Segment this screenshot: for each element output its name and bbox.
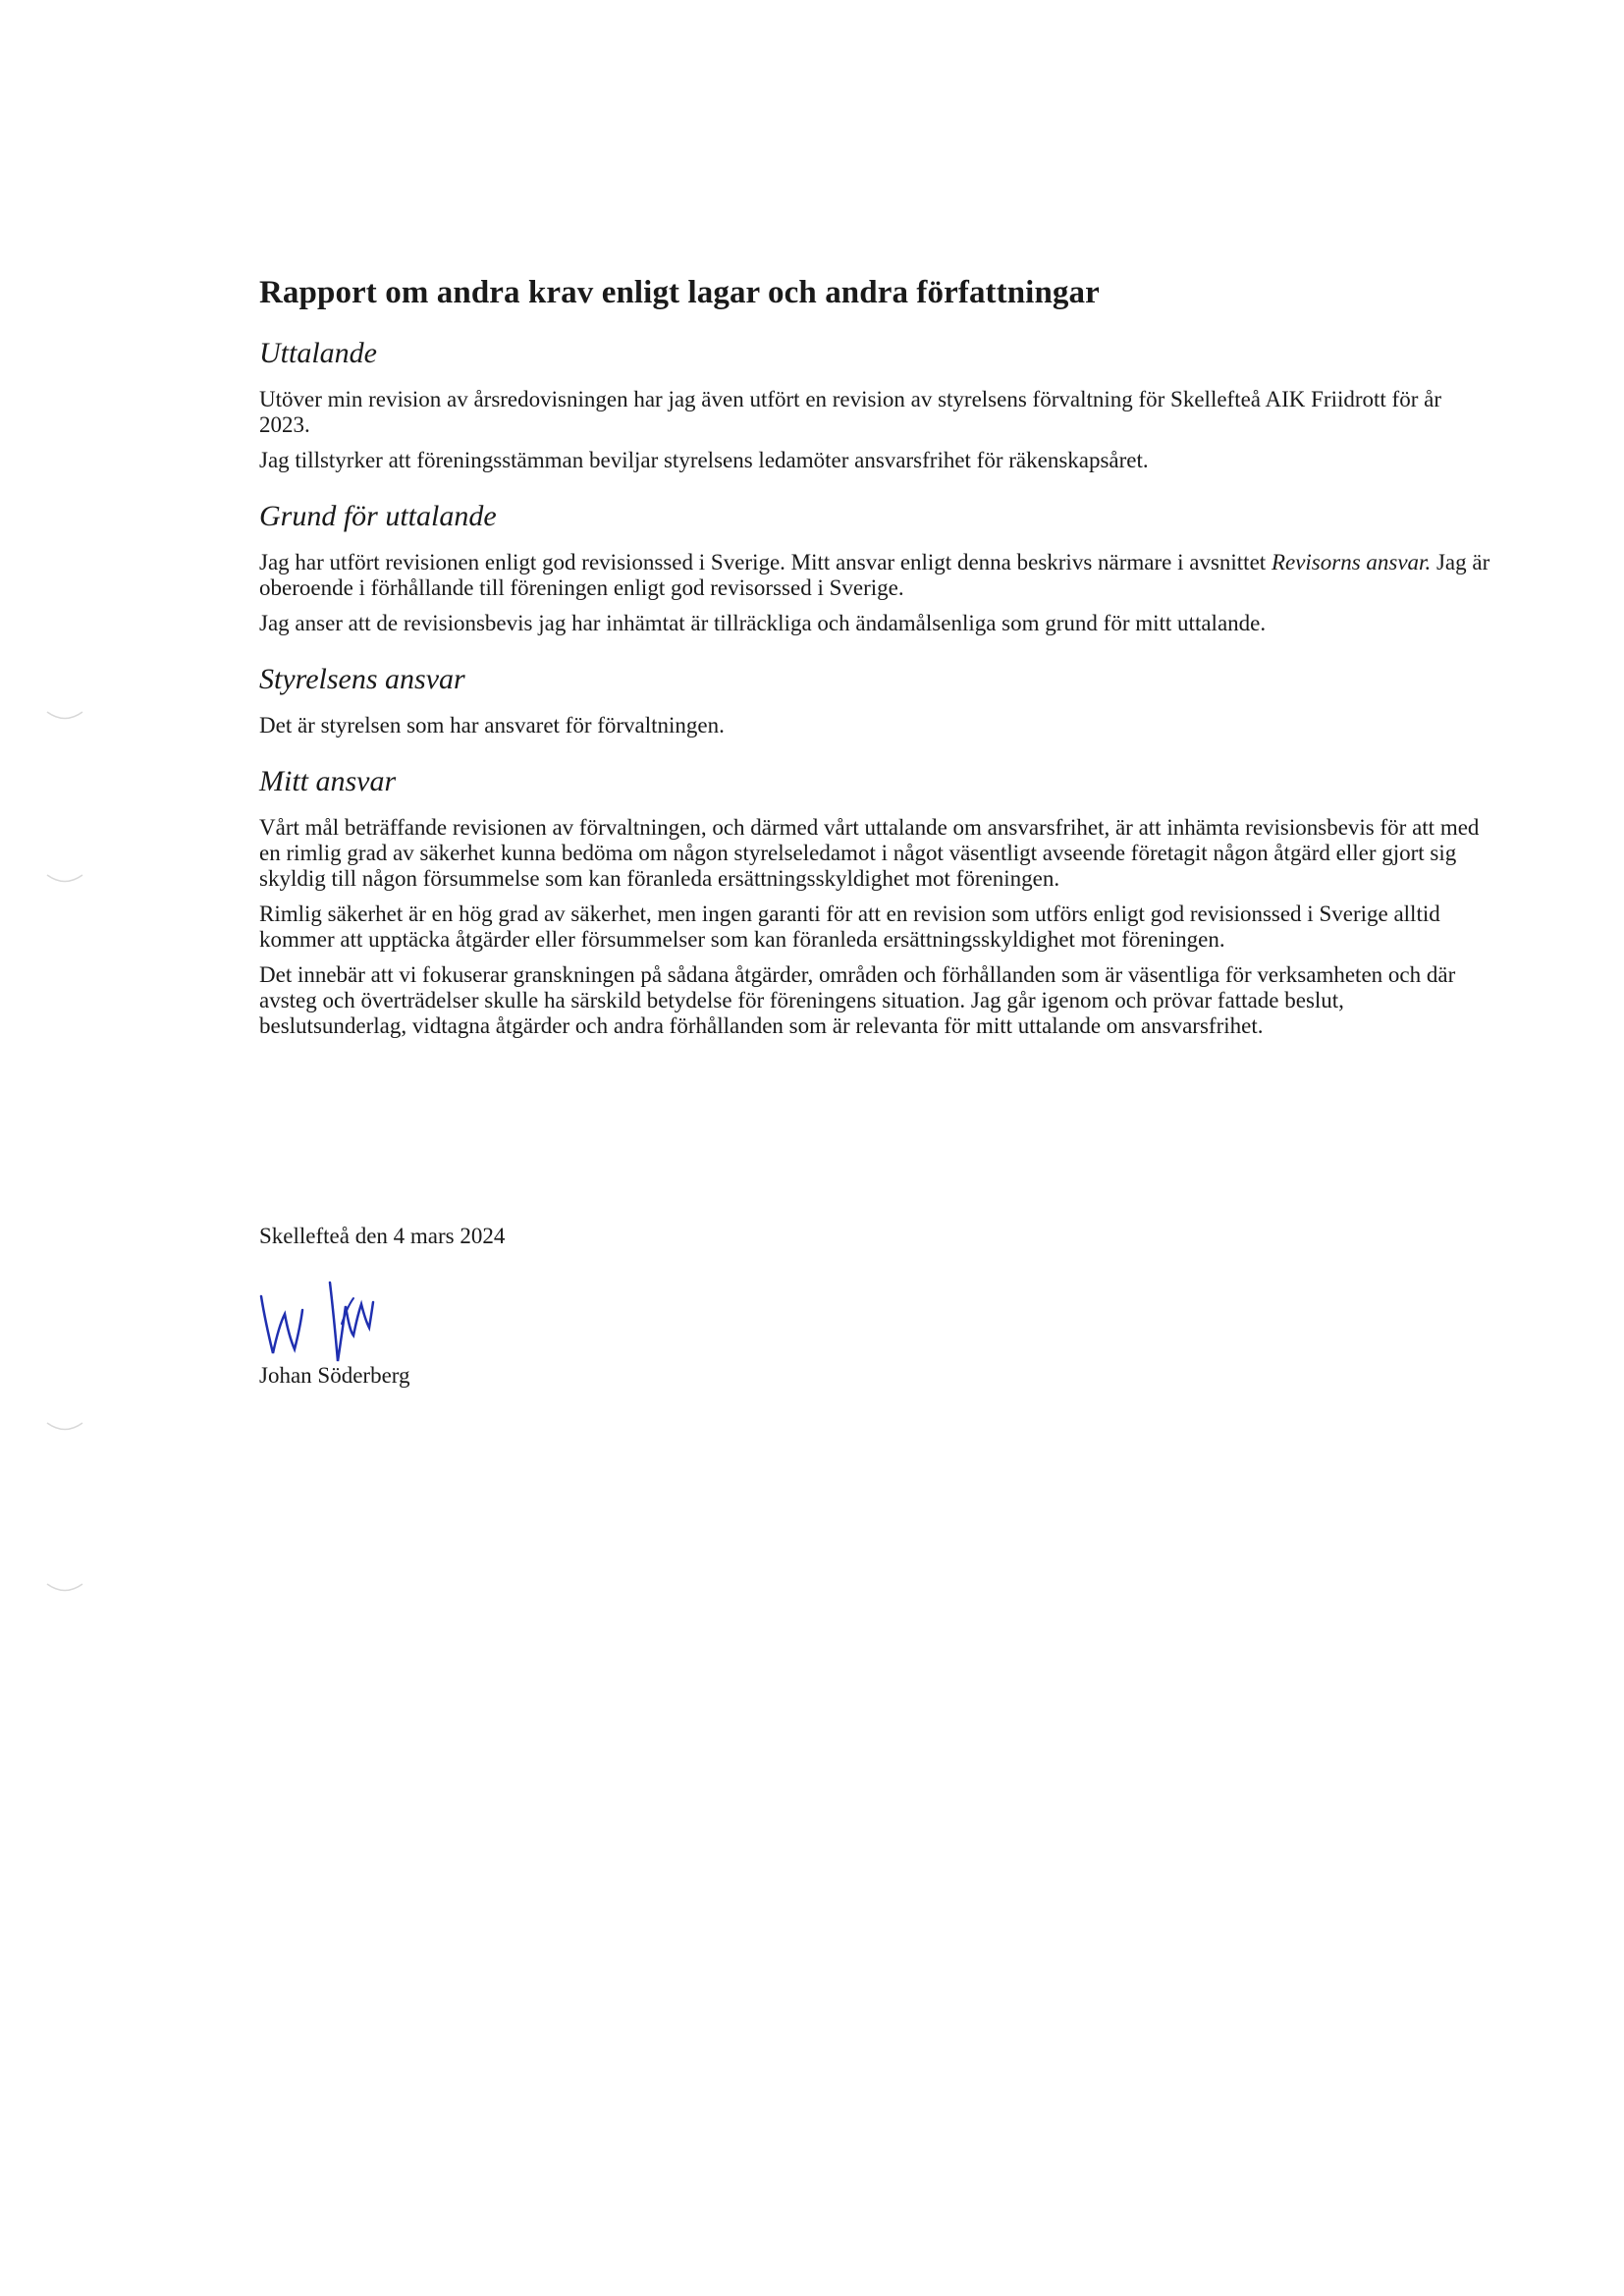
- section-grund-for-uttalande: [259, 499, 1496, 636]
- paragraph: Vårt mål beträffande revisionen av förvaltningen, och därmed vårt uttalande om ansvarsfrihet, är att inhämta revisionsbevis för att med en rimlig grad av säkerhet kunna bedöma om någon styrelseledamot i något väsentligt avseende företagit någon åtgärd eller gjort sig skyldig till någon försummelse som kan föranleda ersättningsskyldighet mot föreningen.: [259, 815, 1480, 891]
- paragraph: Det är styrelsen som har ansvaret för förvaltningen.: [259, 713, 725, 738]
- handwritten-signature: [251, 1277, 408, 1375]
- paragraph: Jag anser att de revisionsbevis jag har inhämtat är tillräckliga och ändamålsenliga som grund för mitt uttalande.: [259, 611, 1267, 635]
- paragraph: Utöver min revision av årsredovisningen har jag även utfört en revision av styrelsens förvaltning för Skellefteå AIK Friidrott för år 2023.: [259, 387, 1441, 437]
- punch-hole-mark: [45, 709, 84, 723]
- section-mitt-ansvar: [259, 764, 1496, 1039]
- signer-name: Johan Söderberg: [259, 1363, 410, 1388]
- text-run: Jag har utfört revisionen enligt god revisionssed i Sverige. Mitt ansvar enligt denna beskrivs närmare i avsnittet: [259, 550, 1272, 574]
- paragraph: [259, 550, 1496, 601]
- report-heading: Rapport om andra krav enligt lagar och andra författningar: [259, 275, 1100, 310]
- text-run: Jag är oberoende i förhållande till föreningen enligt god revisorssed i Sverige.: [259, 550, 1490, 600]
- punch-hole-mark: [45, 872, 84, 886]
- report-body: [259, 273, 1496, 1065]
- section-styrelsens-ansvar: [259, 662, 1496, 738]
- section-uttalande: [259, 336, 1496, 473]
- section-title: Uttalande: [259, 337, 377, 369]
- paragraph: Jag tillstyrker att föreningsstämman beviljar styrelsens ledamöter ansvarsfrihet för räkenskapsåret.: [259, 448, 1149, 472]
- paragraph: Rimlig säkerhet är en hög grad av säkerhet, men ingen garanti för att en revision som utförs enligt god revisionssed i Sverige alltid kommer att upptäcka åtgärder eller försummelser som kan föranleda ersättningsskyldighet mot föreningen.: [259, 902, 1440, 952]
- punch-hole-mark: [45, 1581, 84, 1595]
- paragraph: Det innebär att vi fokuserar granskningen på sådana åtgärder, områden och förhållanden som är väsentliga för verksamheten och där avsteg och överträdelser skulle ha särskild betydelse för föreningens situation. Jag går igenom och prövar fattade beslut, beslutsunderlag, vidtagna åtgärder och andra förhållanden som är relevanta för mitt uttalande om ansvarsfrihet.: [259, 962, 1456, 1038]
- section-title: Mitt ansvar: [259, 765, 397, 797]
- section-reference: Revisorns ansvar.: [1271, 550, 1432, 574]
- section-title: Grund för uttalande: [259, 500, 497, 532]
- place-and-date: Skellefteå den 4 mars 2024: [259, 1224, 506, 1248]
- section-title: Styrelsens ansvar: [259, 663, 465, 695]
- punch-hole-mark: [45, 1420, 84, 1434]
